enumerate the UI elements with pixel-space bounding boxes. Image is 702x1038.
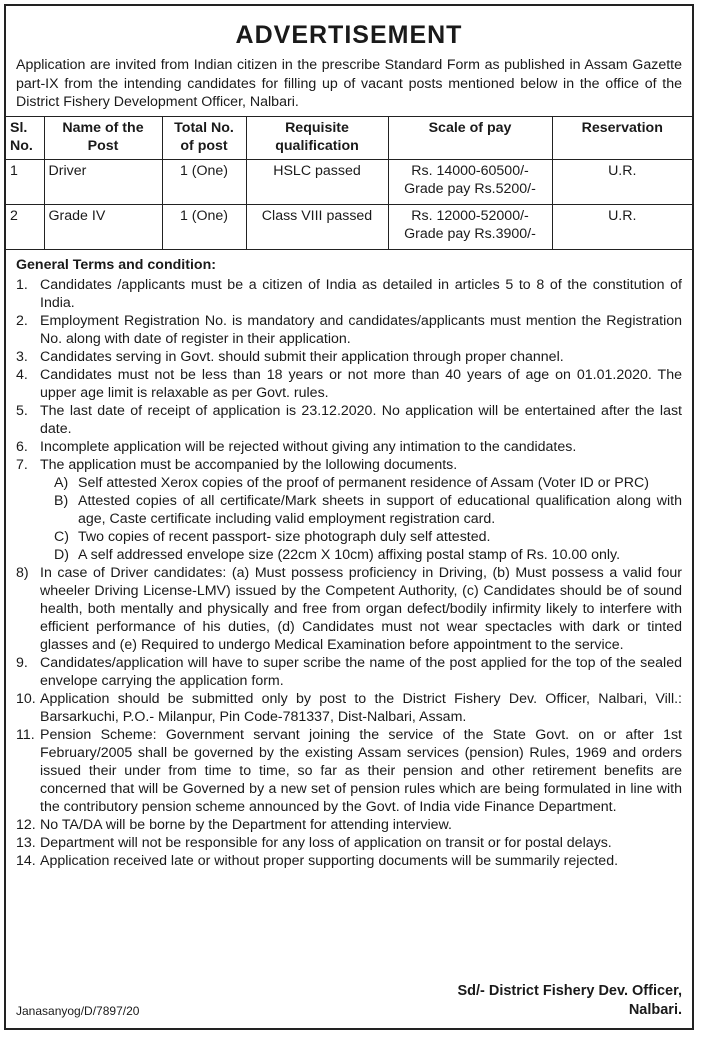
- cell-reservation: U.R.: [552, 204, 692, 249]
- reference-number: Janasanyog/D/7897/20: [16, 1004, 140, 1018]
- list-item: [16, 654, 682, 690]
- cell-sl-no: 2: [6, 204, 44, 249]
- cell-post-name: Driver: [44, 159, 162, 204]
- term-number: 5.: [16, 402, 28, 419]
- list-item: [16, 690, 682, 726]
- terms-heading: General Terms and condition:: [16, 256, 216, 273]
- header-reservation: Reservation: [552, 116, 692, 159]
- cell-total-posts: 1 (One): [162, 204, 246, 249]
- term-number: 12.: [16, 816, 36, 833]
- document-text: Attested copies of all certificate/Mark sheets in support of educational qualification along with age, Caste certificate including valid employment registration card.: [78, 492, 682, 527]
- cell-scale-of-pay: Rs. 14000-60500/- Grade pay Rs.5200/-: [388, 159, 552, 204]
- term-number: 6.: [16, 438, 28, 455]
- vacancy-table: [6, 116, 692, 250]
- term-text: Application received late or without proper supporting documents will be summarily rejected.: [40, 852, 619, 869]
- term-number: 8): [16, 564, 29, 581]
- intro-paragraph: Application are invited from Indian citizen in the prescribe Standard Form as published in Assam Gazette part-IX from the intending candidates for filling up of vacant posts mentioned below in the office of the District Fishery Development Officer, Nalbari.: [16, 57, 682, 110]
- document-number: A): [54, 474, 69, 491]
- term-number: 10.: [16, 690, 36, 707]
- table-row: [6, 204, 692, 249]
- list-item: [40, 474, 682, 492]
- term-text: Candidates /applicants must be a citizen of India as detailed in articles 5 to 8 of the constitution of India.: [40, 276, 682, 311]
- term-text: Incomplete application will be rejected without giving any intimation to the candidates.: [40, 438, 577, 455]
- list-item: [16, 852, 682, 870]
- table-row: [6, 159, 692, 204]
- term-number: 1.: [16, 276, 28, 293]
- term-text: Employment Registration No. is mandatory and candidates/applicants must mention the Registration No. along with date of register in their application.: [40, 312, 682, 347]
- cell-total-posts: 1 (One): [162, 159, 246, 204]
- header-post-name: Name of the Post: [44, 116, 162, 159]
- term-text: The application must be accompanied by the lollowing documents.: [40, 456, 458, 473]
- document-text: A self addressed envelope size (22cm X 10cm) affixing postal stamp of Rs. 10.00 only.: [78, 546, 621, 563]
- list-item: [40, 528, 682, 546]
- list-item: [16, 834, 682, 852]
- list-item: [16, 348, 682, 366]
- list-item: [16, 312, 682, 348]
- list-item: [16, 438, 682, 456]
- document-number: D): [54, 546, 69, 563]
- list-item: [40, 492, 682, 528]
- term-number: 3.: [16, 348, 28, 365]
- list-item: [16, 366, 682, 402]
- list-item: [16, 402, 682, 438]
- list-item: [40, 546, 682, 564]
- list-item: [16, 276, 682, 312]
- cell-sl-no: 1: [6, 159, 44, 204]
- term-number: 4.: [16, 366, 28, 383]
- terms-list: [6, 276, 692, 870]
- page-title: ADVERTISEMENT: [235, 21, 463, 49]
- document-text: Two copies of recent passport- size photograph duly self attested.: [78, 528, 491, 545]
- cell-reservation: U.R.: [552, 159, 692, 204]
- term-number: 11.: [16, 726, 35, 743]
- header-qualification: Requisite qualification: [246, 116, 388, 159]
- header-scale-of-pay: Scale of pay: [388, 116, 552, 159]
- term-text: Pension Scheme: Government servant joining the service of the State Govt. on or after 1st February/2005 shall be governed by the existing Assam services (pension) Rules, 1969 and orders issued their under from time to time, so far as their pension and other retirement benefits are concerned that will be Governed by a new set of pension rules which are being formulated in line with the contributory pension scheme announced by the Govt. of India vide Finance Department.: [40, 726, 682, 815]
- term-text: Candidates must not be less than 18 years or not more than 40 years of age on 01.01.2020. The upper age limit is relaxable as per Govt. rules.: [40, 366, 682, 401]
- signature-line: Sd/- District Fishery Dev. Officer,: [457, 983, 682, 999]
- list-item: [16, 726, 682, 816]
- cell-qualification: Class VIII passed: [246, 204, 388, 249]
- document-number: C): [54, 528, 69, 545]
- term-number: 2.: [16, 312, 28, 329]
- footer: [16, 980, 682, 1020]
- term-number: 13.: [16, 834, 36, 851]
- term-text: In case of Driver candidates: (a) Must possess proficiency in Driving, (b) Must possess a valid four wheeler Driving License-LMV) issued by the Competent Authority, (c) Candidates should be of sound health, both mentally and physically and free from organ defect/bodily infirmity likely to interfere with efficient performance of his duties, (d) Candidates must not wear spectacles with dark or tinted glasses and (e) Required to undergo Medical Examination before appointment to the service.: [40, 564, 682, 653]
- term-text: Candidates serving in Govt. should submit their application through proper channel.: [40, 348, 564, 365]
- term-text: Application should be submitted only by post to the District Fishery Dev. Officer, Nalbari, Vill.: Barsarkuchi, P.O.- Milanpur, Pin Code-781337, Dist-Nalbari, Assam.: [40, 690, 682, 725]
- documents-list: [40, 474, 682, 564]
- list-item: [16, 816, 682, 834]
- term-text: Candidates/application will have to super scribe the name of the post applied for the top of the sealed envelope carrying the application form.: [40, 654, 682, 689]
- advertisement-notice: [4, 4, 694, 1030]
- list-item: [16, 564, 682, 654]
- cell-qualification: HSLC passed: [246, 159, 388, 204]
- list-item: [16, 456, 682, 564]
- signature-location: Nalbari.: [628, 1002, 682, 1018]
- table-header-row: [6, 116, 692, 159]
- document-text: Self attested Xerox copies of the proof of permanent residence of Assam (Voter ID or PRC): [78, 474, 649, 491]
- term-number: 9.: [16, 654, 28, 671]
- cell-scale-of-pay: Rs. 12000-52000/- Grade pay Rs.3900/-: [388, 204, 552, 249]
- term-body: [40, 456, 682, 564]
- term-text: Department will not be responsible for any loss of application on transit or for postal delays.: [40, 834, 612, 851]
- header-sl-no: Sl. No.: [6, 116, 44, 159]
- term-number: 7.: [16, 456, 28, 473]
- term-text: The last date of receipt of application is 23.12.2020. No application will be entertained after the last date.: [40, 402, 682, 437]
- cell-post-name: Grade IV: [44, 204, 162, 249]
- term-text: No TA/DA will be borne by the Department for attending interview.: [40, 816, 452, 833]
- term-number: 14.: [16, 852, 36, 869]
- header-total-posts: Total No. of post: [162, 116, 246, 159]
- signature-block: [457, 982, 682, 1020]
- document-number: B): [54, 492, 69, 509]
